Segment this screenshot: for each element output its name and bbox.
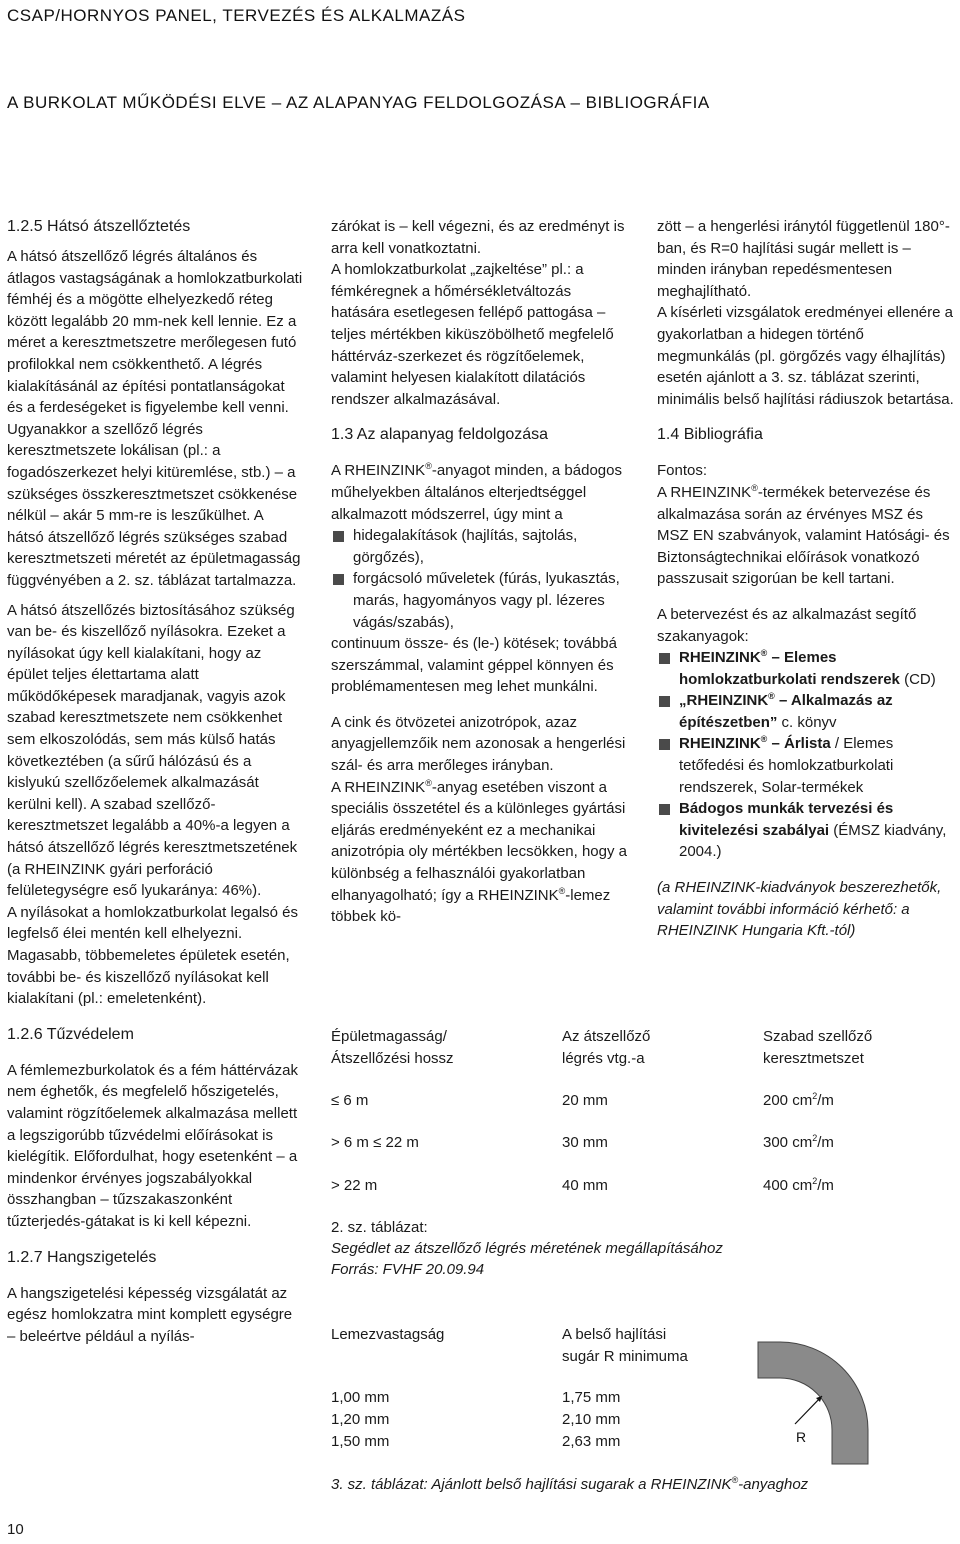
- column-1: [7, 216, 303, 1347]
- col1-paragraph: A nyílásokat a homlokzatburkolat legalsó és legfelső élei mentén kell elhelyezni.: [7, 903, 298, 943]
- page-header-subtitle: A BURKOLAT MŰKÖDÉSI ELVE – AZ ALAPANYAG FELDOLGOZÁSA – BIBLIOGRÁFIA: [7, 93, 710, 112]
- col1-paragraph: Magasabb, többemeletes épületek esetén, további be- és kiszellőző nyílásokat kell kialakítani (pl.: emeletenként).: [7, 947, 290, 1008]
- col1-paragraph: A hangszigetelési képesség vizsgálatát az egész homlokzatra mint komplett egységre – beleértve például a nyílás-: [7, 1284, 293, 1345]
- table3-thickness-list: 1,00 mm 1,20 mm 1,50 mm: [331, 1389, 390, 1450]
- bent-sheet-shape: [758, 1342, 868, 1464]
- col3-paragraph: A betervezést és az alkalmazást segítő szakanyagok:: [657, 605, 917, 645]
- table2-header-col3: Szabad szellőző keresztmetszet: [763, 1028, 873, 1067]
- page-number: 10: [7, 1521, 24, 1538]
- table2-cell: 200 $cm^2/m$: [763, 1091, 834, 1109]
- section-1-4-title: 1.4 Bibliográfia: [657, 426, 763, 444]
- radius-arrow: [795, 1396, 822, 1424]
- table3-header-col1: Lemezvastagság: [331, 1326, 445, 1343]
- col2-paragraph: zárókat is – kell végezni, és az eredményt is arra kell vonatkoztatni.: [331, 218, 625, 257]
- col2-paragraph: A RHEINZINK®-anyag esetében viszont a speciális összetétel és a különleges gyártási eljárás eredményeként ez a mechanikai anizotrópia oly mértékben lecsökken, hogy a különbség a felhasználói gyakorlatban elhanyagolható; így a RHEINZINK®-lemez többek kö-: [331, 777, 628, 926]
- bullet-item: „RHEINZINK® – Alkalmazás az építészetben” c. könyv: [657, 690, 957, 733]
- table3-header-col2: A belső hajlítási sugár R minimuma: [562, 1326, 688, 1365]
- bullet-item: RHEINZINK® – Árlista / Elemes tetőfedési és homlokzatburkolati rendszerek, Solar-termékek: [657, 733, 957, 798]
- section-1-2-6-title: 1.2.6 Tűzvédelem: [7, 1025, 134, 1043]
- bullet-item: RHEINZINK® – Elemes homlokzatburkolati rendszerek (CD): [657, 647, 957, 690]
- col3-paragraph: A kísérleti vizsgálatok eredményei ellenére a gyakorlatban a hidegen történő megmunkálás (pl. görgőzés vagy élhajlítás) esetén ajánlott a 3. sz. táblázat szerinti, minimális belső hajlítási rádiuszok betartása.: [657, 304, 954, 408]
- table2-header-col1: Épületmagasság/ Átszellőzési hossz: [331, 1028, 454, 1067]
- table2-cell: 300 $cm^2/m$: [763, 1133, 834, 1151]
- col1-paragraph: A fémlemezburkolatok és a fém háttérvázak nem éghetők, és megfelelő hőszigetelés, valamint rögzítőelemek alkalmazása mellett a legszigorúbb tűzvédelmi előírásokat is kielégítik. Előfordulhat, hogy esetenként – a mindenkor érvényes jogszabályokkal összhangban – tűzszakaszonként tűzterjedés-gátakat is ki kell képezni.: [7, 1061, 298, 1230]
- table3-caption: 3. sz. táblázat: Ajánlott belső hajlítási sugarak a RHEINZINK®-anyaghoz: [331, 1475, 809, 1493]
- table2-header-col2: Az átszellőző légrés vtg.-a: [562, 1028, 651, 1067]
- fontos-label: Fontos:: [657, 462, 708, 480]
- section-1-2-7-title: 1.2.7 Hangszigetelés: [7, 1248, 157, 1266]
- bend-radius-diagram: [740, 1324, 880, 1474]
- radius-label: R: [796, 1429, 807, 1445]
- table2-cell: > 22 m: [331, 1177, 378, 1194]
- col2-paragraph: A homlokzatburkolat „zajkeltése” pl.: a fémkéregnek a hőmérsékletváltozás hatására esetlegesen fellépő pattogása – teljes mértékben kiküszöbölhető megfelelő háttérváz-szerkezet és rögzítőelemek, valamint helyesen kialakított dilatációs rendszer alkalmazásával.: [331, 261, 614, 408]
- page-header-title: CSAP/HORNYOS PANEL, TERVEZÉS ÉS ALKALMAZÁS: [7, 6, 466, 25]
- table2-cell: 30 mm: [562, 1134, 608, 1151]
- column-2: [331, 216, 631, 928]
- col3-paragraph: A RHEINZINK®-termékek betervezése és alkalmazása során az érvényes MSZ és MSZ EN szabványok, valamint Hatósági- és Biztonságtechnikai előírások vonatkozó passzusait szigorúan be kell tartani.: [657, 482, 950, 588]
- table2-cell: 400 $cm^2/m$: [763, 1176, 834, 1194]
- bullet-item: Bádogos munkák tervezési és kivitelezési szabályai (ÉMSZ kiadvány, 2004.): [657, 798, 957, 863]
- table2-cell: ≤ 6 m: [331, 1092, 369, 1109]
- section-1-2-5-title: 1.2.5 Hátsó átszellőztetés: [7, 218, 191, 235]
- bullet-item: hidegalakítások (hajlítás, sajtolás, görgőzés),: [331, 525, 631, 568]
- table2-cell: 20 mm: [562, 1092, 608, 1109]
- col1-paragraph: A hátsó átszellőzés biztosításához szükség van be- és kiszellőző nyílásokra. Ezeket a nyílásokat úgy kell kialakítani, hogy az épület teljes élettartama alatt működőképesek maradjanak, vagyis azok szabad keresztmetszete nem csökkenhet sem elkoszolódás, sem más külső hatás következtében (a sűrű hálózású és a kislyukú szellőzőelemek alkalmazását kerülni kell). A szabad szellőző-keresztmetszet legalább a 40%-a legyen a hátsó átszellőző légrés keresztmetszetének (a RHEINZINK gyári perforáció felületegységre eső lyukaránya: 46%).: [7, 601, 298, 900]
- table2-cell: 40 mm: [562, 1177, 608, 1194]
- table3-radius-list: 1,75 mm 2,10 mm 2,63 mm: [562, 1389, 621, 1450]
- table2-cell: > 6 m ≤ 22 m: [331, 1134, 419, 1151]
- bibliography-note: (a RHEINZINK-kiadványok beszerezhetők, valamint további információ kérhető: a RHEINZINK Hungaria Kft.-tól): [657, 879, 942, 940]
- col2-paragraph: A RHEINZINK®-anyagot minden, a bádogos műhelyekben általános elterjedtséggel alkalmazott módszerrel, úgy mint a: [331, 461, 622, 523]
- table2-caption: 2. sz. táblázat: Segédlet az átszellőző légrés méretének megállapításához Forrás: FVHF 20.09.94: [331, 1219, 723, 1278]
- section-1-3-title: 1.3 Az alapanyag feldolgozása: [331, 426, 549, 444]
- col2-paragraph: A cink és ötvözetei anizotrópok, azaz anyagjellemzőik nem azonosak a hengerlési szál- és arra merőleges irányban.: [331, 713, 626, 775]
- col1-paragraph: A hátsó átszellőző légrés általános és átlagos vastagságának a homlokzatburkolati fémhéj és a mögötte elhelyezkedő réteg között legalább 20 mm-nek kell lennie. Ez a méret a keresztmetszetre merőlegesen futó profilokkal nem csökkenthető. A légrés kialakításánál az építési pontatlanságokat és a ferdeségeket is figyelembe kell venni. Ugyanakkor a szellőző légrés keresztmetszete lokálisan (pl.: a fogadószerkezet helyi kitüremlése, stb.) – a szükséges összkeresztmetszet csökkenése nélkül – akár 5 mm-re is leszűkülhet. A hátsó átszellőző légrés szükséges szabad keresztmetszeti méretét az épületmagasság függvényében a 2. sz. táblázat tartalmazza.: [7, 248, 303, 589]
- bullet-item: forgácsoló műveletek (fúrás, lyukasztás, marás, hagyományos vagy pl. lézeres vágás/szabás),: [331, 568, 631, 633]
- col3-paragraph: zött – a hengerlési iránytól függetlenül 180°-ban, és R=0 hajlítási sugár mellett is – minden irányban repedésmentesen meghajlítható.: [657, 218, 950, 300]
- col2-paragraph: continuum össze- és (le-) kötések; továbbá szerszámmal, valamint géppel könnyen és problémamentesen meg lehet munkálni.: [331, 635, 617, 696]
- column-3: [657, 216, 957, 942]
